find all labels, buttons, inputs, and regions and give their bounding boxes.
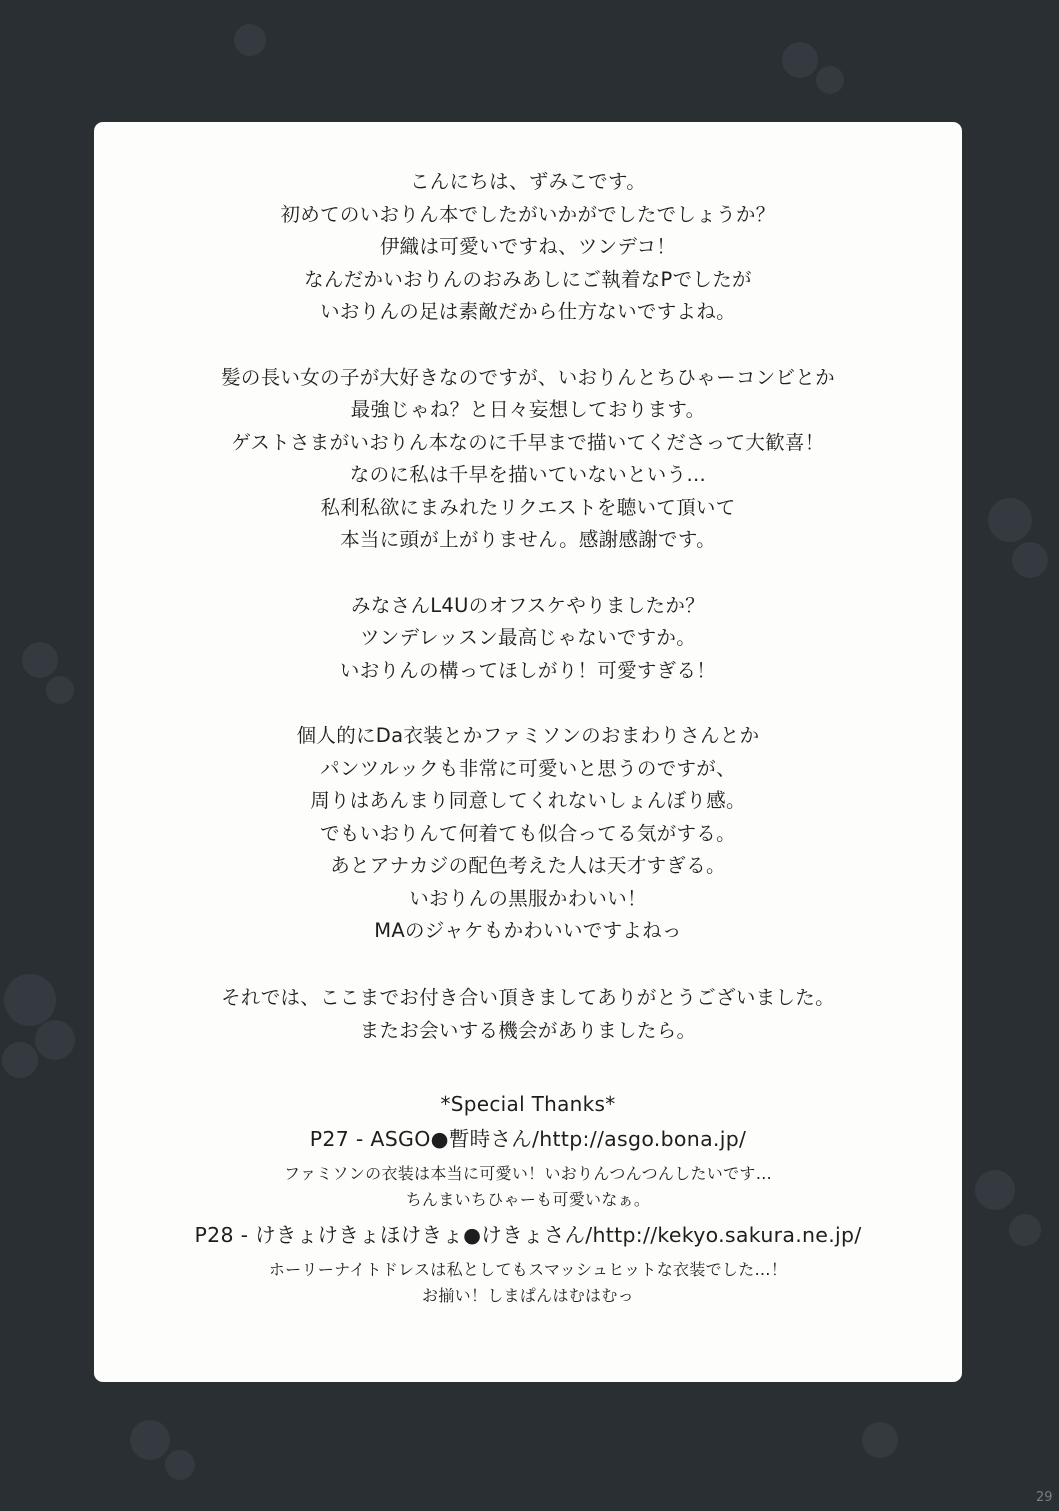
guest-comment: ファミソンの衣装は本当に可愛い！いおりんつんつんしたいです… (283, 1164, 773, 1183)
afterword-line: いおりんの足は素敵だから仕方ないですよね。 (320, 300, 736, 323)
page-number: 29 (1036, 1490, 1053, 1505)
guest-comment: お揃い！しまぱんはむはむっ (422, 1286, 634, 1305)
afterword-line: いおりんの構ってほしがり！可愛すぎる！ (339, 659, 717, 682)
afterword-line: なんだかいおりんのおみあしにご執着なPでしたが (304, 268, 752, 291)
afterword-line: 伊織は可愛いですね、ツンデコ！ (379, 235, 677, 258)
afterword-line: あとアナカジの配色考えた人は天才すぎる。 (330, 854, 726, 877)
afterword-line: 個人的にDa衣装とかファミソンのおまわりさんとか (296, 724, 760, 747)
afterword-line: それでは、ここまでお付き合い頂きましてありがとうございました。 (221, 986, 835, 1009)
guest-credit: P28 - けきょけきょほけきょ●けきょさん/http://kekyo.sakura.ne.jp/ (194, 1223, 862, 1247)
afterword-line: なのに私は千早を描いていないという… (349, 463, 707, 486)
afterword-line: こんにちは、ずみこです。 (409, 170, 647, 193)
afterword-panel (94, 122, 962, 1382)
afterword-line: でもいおりんて何着ても似合ってる気がする。 (320, 822, 736, 845)
special-thanks-heading: *Special Thanks* (440, 1092, 616, 1116)
afterword-line: パンツルックも非常に可愛いと思うのですが、 (320, 757, 736, 780)
afterword-line: ツンデレッスン最高じゃないですか。 (359, 626, 696, 649)
afterword-line: みなさんL4Uのオフスケやりましたか？ (351, 594, 705, 617)
afterword-line: 最強じゃね？と日々妄想しております。 (350, 398, 706, 421)
afterword-line: またお会いする機会がありましたら。 (359, 1019, 697, 1042)
afterword-line: ゲストさまがいおりん本なのに千早まで描いてくださって大歓喜！ (231, 431, 825, 454)
afterword-line: 初めてのいおりん本でしたがいかがでしたでしょうか？ (280, 203, 776, 226)
guest-comment: ちんまいちひゃーも可愛いなぁ。 (405, 1190, 651, 1209)
afterword-line: 周りはあんまり同意してくれないしょんぼり感。 (310, 789, 746, 812)
afterword-line: 私利私欲にまみれたリクエストを聴いて頂いて (320, 496, 736, 519)
guest-comment: ホーリーナイトドレスは私としてもスマッシュヒットな衣装でした…！ (268, 1260, 788, 1279)
afterword-line: いおりんの黒服かわいい！ (409, 887, 647, 910)
afterword-line: 本当に頭が上がりません。感謝感謝です。 (340, 528, 716, 551)
afterword-line: 髪の長い女の子が大好きなのですが、いおりんとちひゃーコンビとか (221, 366, 835, 389)
guest-credit: P27 - ASGO●暫時さん/http://asgo.bona.jp/ (309, 1127, 747, 1151)
afterword-line: MAのジャケもかわいいですよねっ (374, 919, 682, 942)
